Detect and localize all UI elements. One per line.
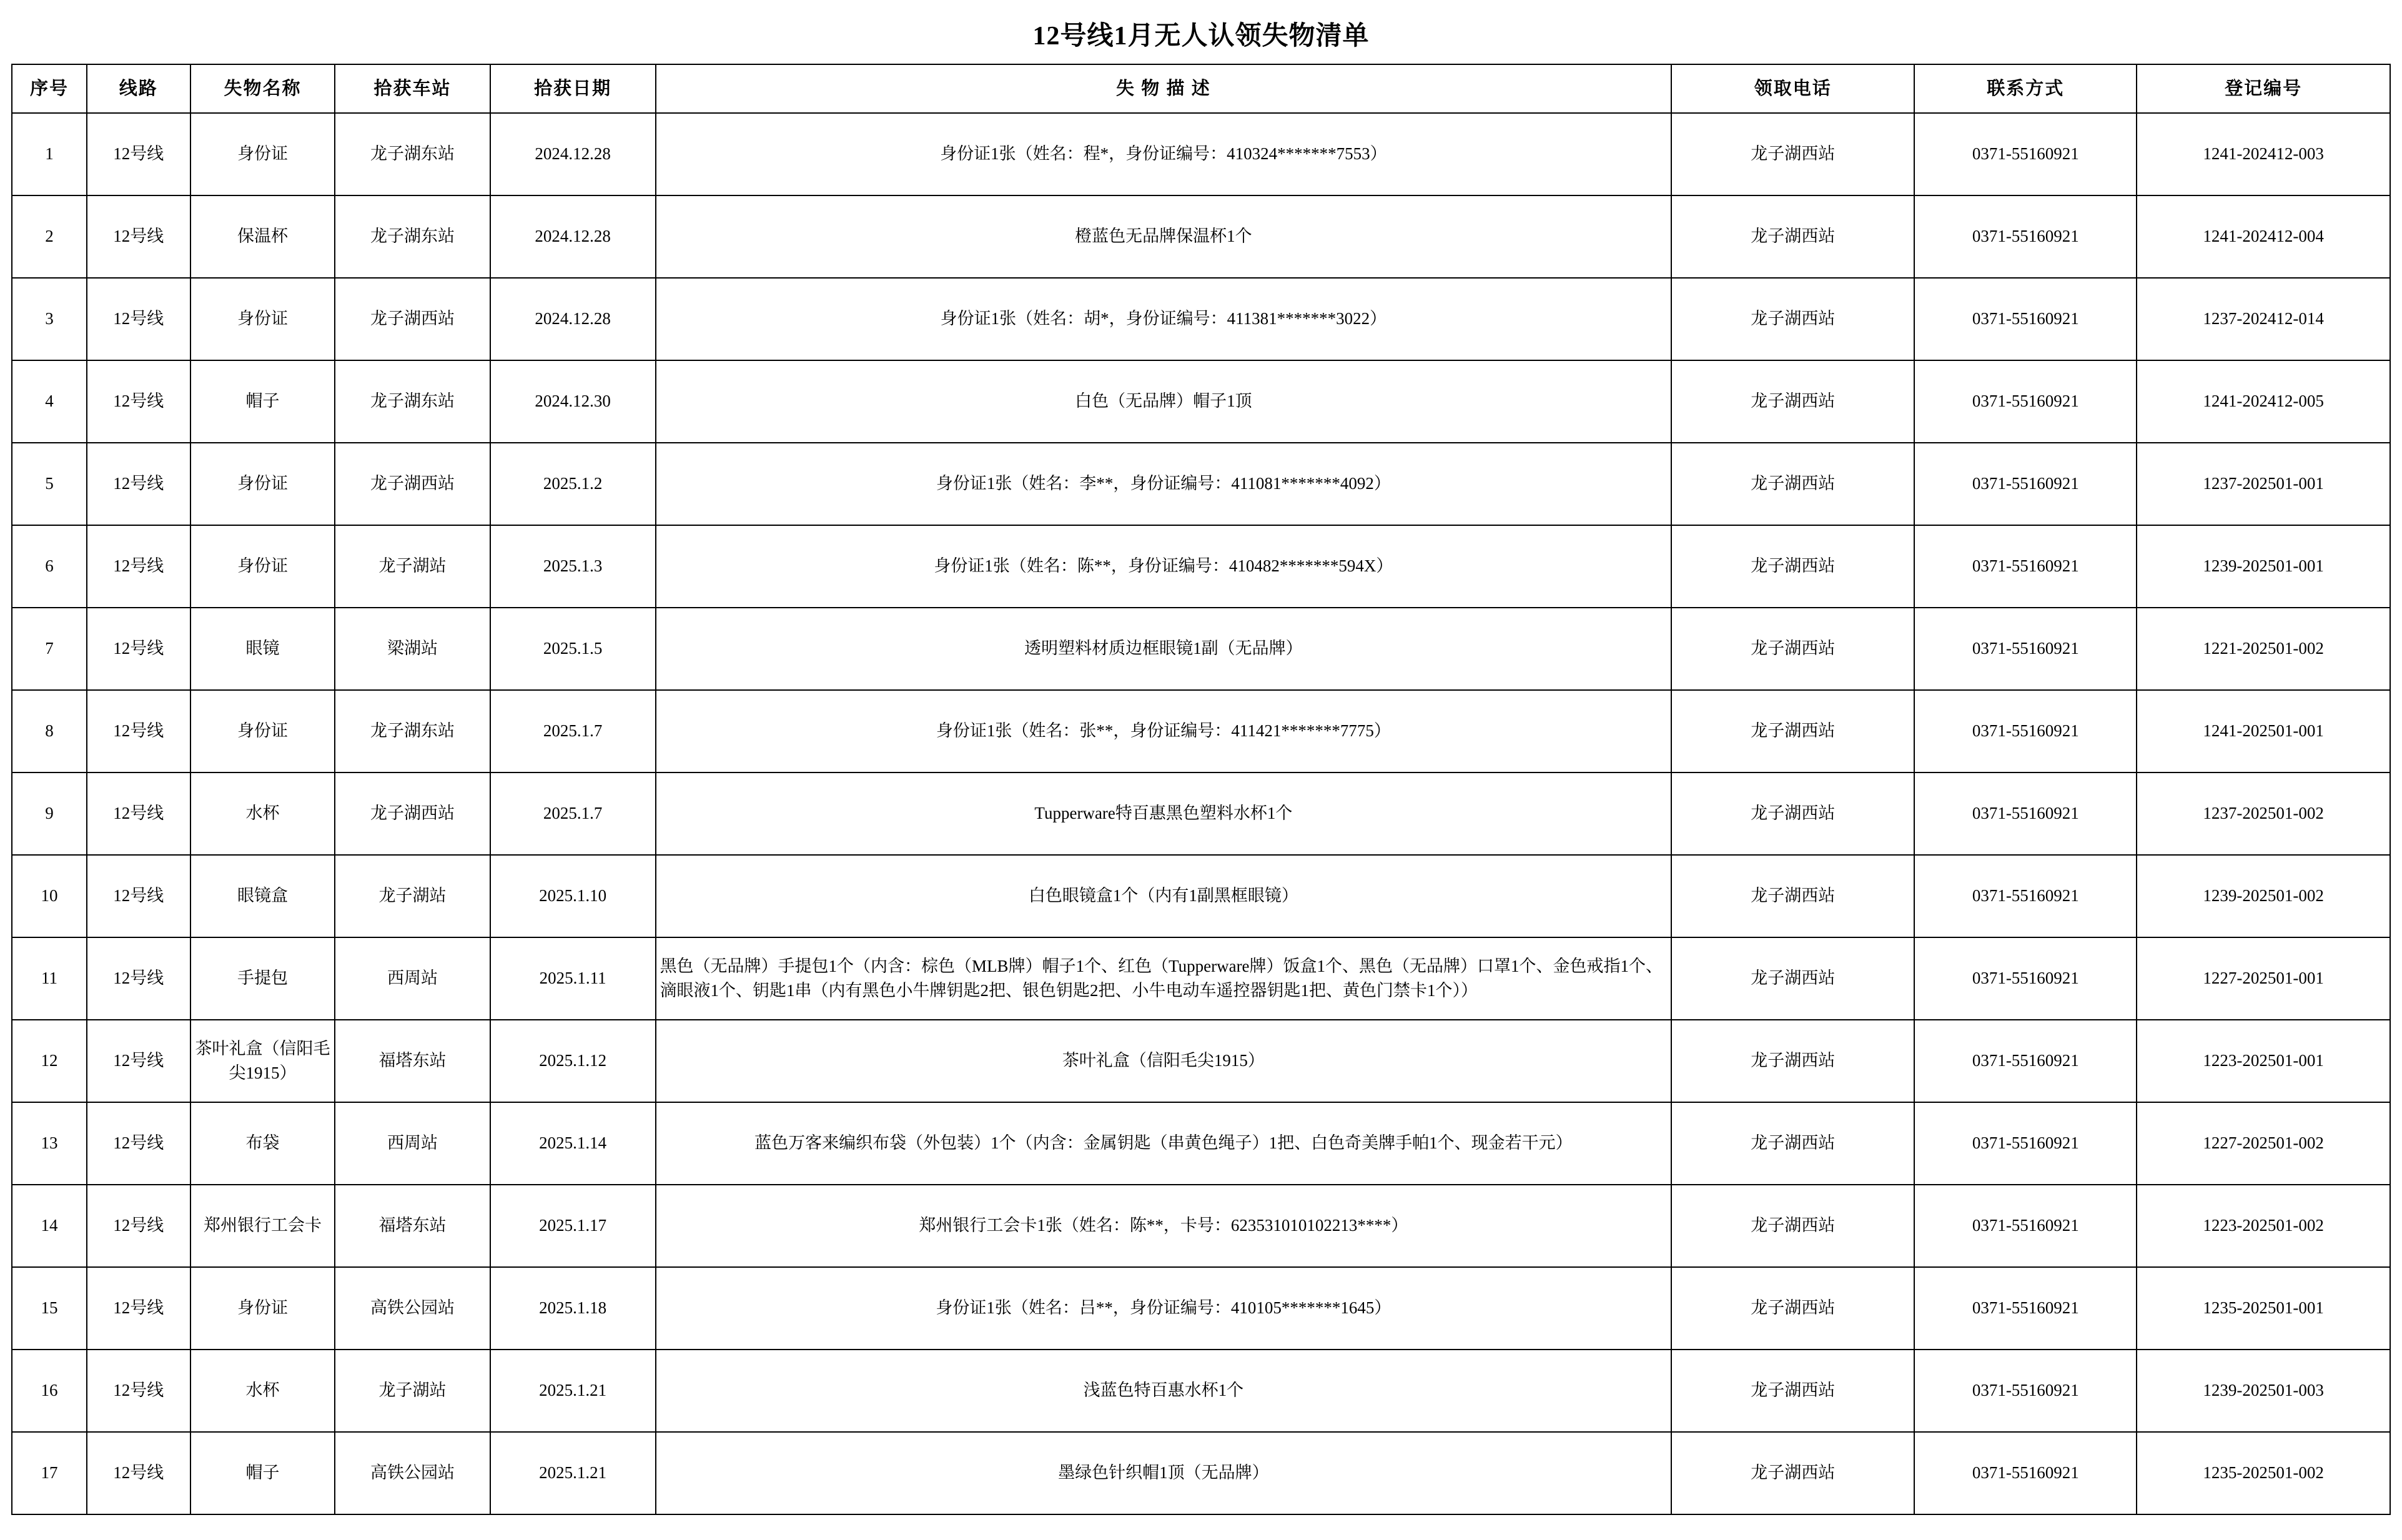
- table-row: [12, 855, 2390, 937]
- cell-seq: 10: [12, 855, 87, 937]
- table-row: [12, 608, 2390, 690]
- cell-description: 身份证1张（姓名：程*，身份证编号：410324*******7553）: [656, 113, 1672, 195]
- cell-found-date: 2024.12.28: [490, 195, 656, 278]
- cell-seq: 3: [12, 278, 87, 360]
- lost-items-table: [11, 64, 2391, 1515]
- cell-contact: 0371-55160921: [1914, 113, 2137, 195]
- cell-contact: 0371-55160921: [1914, 360, 2137, 443]
- column-header-contact: 联系方式: [1914, 64, 2137, 113]
- cell-found-station: 福塔东站: [335, 1020, 490, 1102]
- cell-found-station: 西周站: [335, 937, 490, 1020]
- cell-item-name: 身份证: [190, 278, 335, 360]
- cell-pickup-station: 龙子湖西站: [1671, 772, 1914, 855]
- cell-pickup-station: 龙子湖西站: [1671, 278, 1914, 360]
- column-header-pickup-station: 领取电话: [1671, 64, 1914, 113]
- cell-found-date: 2024.12.28: [490, 278, 656, 360]
- cell-line: 12号线: [87, 1267, 190, 1350]
- table-row: [12, 525, 2390, 608]
- cell-registration-number: 1241-202412-004: [2137, 195, 2390, 278]
- cell-seq: 4: [12, 360, 87, 443]
- cell-contact: 0371-55160921: [1914, 690, 2137, 772]
- cell-found-date: 2025.1.18: [490, 1267, 656, 1350]
- cell-item-name: 手提包: [190, 937, 335, 1020]
- cell-description: 郑州银行工会卡1张（姓名：陈**，卡号：623531010102213****）: [656, 1185, 1672, 1267]
- cell-line: 12号线: [87, 772, 190, 855]
- cell-registration-number: 1235-202501-002: [2137, 1432, 2390, 1514]
- cell-found-date: 2025.1.5: [490, 608, 656, 690]
- cell-registration-number: 1223-202501-002: [2137, 1185, 2390, 1267]
- table-row: [12, 937, 2390, 1020]
- cell-registration-number: 1241-202501-001: [2137, 690, 2390, 772]
- column-header-found-station: 拾获车站: [335, 64, 490, 113]
- column-header-found-date: 拾获日期: [490, 64, 656, 113]
- cell-line: 12号线: [87, 1020, 190, 1102]
- table-row: [12, 278, 2390, 360]
- table-row: [12, 690, 2390, 772]
- cell-found-station: 龙子湖站: [335, 855, 490, 937]
- cell-seq: 13: [12, 1102, 87, 1185]
- cell-description: 蓝色万客来编织布袋（外包装）1个（内含：金属钥匙（串黄色绳子）1把、白色奇美牌手帕1个、现金若干元）: [656, 1102, 1672, 1185]
- cell-pickup-station: 龙子湖西站: [1671, 525, 1914, 608]
- cell-contact: 0371-55160921: [1914, 1020, 2137, 1102]
- cell-item-name: 身份证: [190, 525, 335, 608]
- table-row: [12, 1185, 2390, 1267]
- cell-seq: 7: [12, 608, 87, 690]
- cell-found-station: 龙子湖东站: [335, 690, 490, 772]
- cell-line: 12号线: [87, 195, 190, 278]
- cell-found-date: 2025.1.7: [490, 772, 656, 855]
- cell-line: 12号线: [87, 855, 190, 937]
- cell-item-name: 水杯: [190, 772, 335, 855]
- cell-registration-number: 1239-202501-001: [2137, 525, 2390, 608]
- cell-seq: 16: [12, 1350, 87, 1432]
- cell-line: 12号线: [87, 1185, 190, 1267]
- table-header: [12, 64, 2390, 113]
- cell-item-name: 帽子: [190, 360, 335, 443]
- cell-found-date: 2025.1.2: [490, 443, 656, 525]
- cell-registration-number: 1227-202501-002: [2137, 1102, 2390, 1185]
- table-row: [12, 772, 2390, 855]
- cell-pickup-station: 龙子湖西站: [1671, 608, 1914, 690]
- cell-description: 黑色（无品牌）手提包1个（内含：棕色（MLB牌）帽子1个、红色（Tupperware牌）饭盒1个、黑色（无品牌）口罩1个、金色戒指1个、滴眼液1个、钥匙1串（内有黑色小牛牌钥匙2把、银色钥匙2把、小牛电动车遥控器钥匙1把、黄色门禁卡1个））: [656, 937, 1672, 1020]
- cell-pickup-station: 龙子湖西站: [1671, 690, 1914, 772]
- cell-contact: 0371-55160921: [1914, 1102, 2137, 1185]
- cell-contact: 0371-55160921: [1914, 443, 2137, 525]
- cell-registration-number: 1239-202501-003: [2137, 1350, 2390, 1432]
- cell-registration-number: 1241-202412-003: [2137, 113, 2390, 195]
- cell-registration-number: 1227-202501-001: [2137, 937, 2390, 1020]
- cell-description: 橙蓝色无品牌保温杯1个: [656, 195, 1672, 278]
- column-header-line: 线路: [87, 64, 190, 113]
- cell-found-station: 龙子湖东站: [335, 360, 490, 443]
- cell-found-date: 2025.1.7: [490, 690, 656, 772]
- cell-description: 身份证1张（姓名：吕**，身份证编号：410105*******1645）: [656, 1267, 1672, 1350]
- cell-seq: 2: [12, 195, 87, 278]
- cell-contact: 0371-55160921: [1914, 525, 2137, 608]
- cell-line: 12号线: [87, 113, 190, 195]
- cell-registration-number: 1223-202501-001: [2137, 1020, 2390, 1102]
- cell-found-station: 福塔东站: [335, 1185, 490, 1267]
- cell-pickup-station: 龙子湖西站: [1671, 1102, 1914, 1185]
- cell-registration-number: 1235-202501-001: [2137, 1267, 2390, 1350]
- cell-found-date: 2024.12.28: [490, 113, 656, 195]
- column-header-item-name: 失物名称: [190, 64, 335, 113]
- cell-found-station: 高铁公园站: [335, 1267, 490, 1350]
- cell-pickup-station: 龙子湖西站: [1671, 360, 1914, 443]
- cell-found-station: 龙子湖西站: [335, 772, 490, 855]
- cell-seq: 17: [12, 1432, 87, 1514]
- cell-line: 12号线: [87, 1102, 190, 1185]
- cell-item-name: 身份证: [190, 690, 335, 772]
- cell-found-date: 2025.1.21: [490, 1432, 656, 1514]
- cell-description: 身份证1张（姓名：陈**，身份证编号：410482*******594X）: [656, 525, 1672, 608]
- cell-line: 12号线: [87, 360, 190, 443]
- cell-item-name: 眼镜: [190, 608, 335, 690]
- cell-description: Tupperware特百惠黑色塑料水杯1个: [656, 772, 1672, 855]
- cell-pickup-station: 龙子湖西站: [1671, 113, 1914, 195]
- cell-contact: 0371-55160921: [1914, 937, 2137, 1020]
- cell-description: 墨绿色针织帽1顶（无品牌）: [656, 1432, 1672, 1514]
- cell-found-date: 2024.12.30: [490, 360, 656, 443]
- cell-pickup-station: 龙子湖西站: [1671, 1020, 1914, 1102]
- cell-item-name: 保温杯: [190, 195, 335, 278]
- cell-pickup-station: 龙子湖西站: [1671, 195, 1914, 278]
- cell-line: 12号线: [87, 278, 190, 360]
- cell-contact: 0371-55160921: [1914, 1267, 2137, 1350]
- cell-description: 身份证1张（姓名：张**，身份证编号：411421*******7775）: [656, 690, 1672, 772]
- cell-found-station: 西周站: [335, 1102, 490, 1185]
- cell-description: 浅蓝色特百惠水杯1个: [656, 1350, 1672, 1432]
- cell-description: 茶叶礼盒（信阳毛尖1915）: [656, 1020, 1672, 1102]
- column-header-seq: 序号: [12, 64, 87, 113]
- table-row: [12, 1432, 2390, 1514]
- cell-found-date: 2025.1.21: [490, 1350, 656, 1432]
- cell-item-name: 布袋: [190, 1102, 335, 1185]
- cell-found-station: 龙子湖站: [335, 525, 490, 608]
- cell-pickup-station: 龙子湖西站: [1671, 1267, 1914, 1350]
- cell-item-name: 帽子: [190, 1432, 335, 1514]
- cell-seq: 11: [12, 937, 87, 1020]
- table-row: [12, 1267, 2390, 1350]
- cell-item-name: 眼镜盒: [190, 855, 335, 937]
- cell-found-date: 2025.1.12: [490, 1020, 656, 1102]
- cell-found-date: 2025.1.3: [490, 525, 656, 608]
- cell-found-station: 梁湖站: [335, 608, 490, 690]
- cell-found-date: 2025.1.11: [490, 937, 656, 1020]
- cell-seq: 15: [12, 1267, 87, 1350]
- cell-pickup-station: 龙子湖西站: [1671, 937, 1914, 1020]
- cell-line: 12号线: [87, 525, 190, 608]
- cell-pickup-station: 龙子湖西站: [1671, 1432, 1914, 1514]
- cell-found-date: 2025.1.14: [490, 1102, 656, 1185]
- cell-line: 12号线: [87, 443, 190, 525]
- cell-description: 白色（无品牌）帽子1顶: [656, 360, 1672, 443]
- cell-item-name: 郑州银行工会卡: [190, 1185, 335, 1267]
- cell-contact: 0371-55160921: [1914, 1432, 2137, 1514]
- cell-found-station: 龙子湖站: [335, 1350, 490, 1432]
- cell-seq: 12: [12, 1020, 87, 1102]
- table-row: [12, 1350, 2390, 1432]
- table-row: [12, 443, 2390, 525]
- cell-registration-number: 1241-202412-005: [2137, 360, 2390, 443]
- cell-line: 12号线: [87, 1350, 190, 1432]
- cell-item-name: 水杯: [190, 1350, 335, 1432]
- cell-found-station: 龙子湖西站: [335, 443, 490, 525]
- cell-seq: 8: [12, 690, 87, 772]
- cell-pickup-station: 龙子湖西站: [1671, 1185, 1914, 1267]
- cell-registration-number: 1237-202501-001: [2137, 443, 2390, 525]
- table-row: [12, 1102, 2390, 1185]
- cell-found-date: 2025.1.10: [490, 855, 656, 937]
- cell-description: 身份证1张（姓名：李**，身份证编号：411081*******4092）: [656, 443, 1672, 525]
- cell-line: 12号线: [87, 608, 190, 690]
- cell-seq: 5: [12, 443, 87, 525]
- cell-line: 12号线: [87, 690, 190, 772]
- cell-found-station: 龙子湖西站: [335, 278, 490, 360]
- cell-item-name: 身份证: [190, 1267, 335, 1350]
- cell-registration-number: 1237-202501-002: [2137, 772, 2390, 855]
- table-header-row: [12, 64, 2390, 113]
- cell-found-date: 2025.1.17: [490, 1185, 656, 1267]
- cell-contact: 0371-55160921: [1914, 1185, 2137, 1267]
- table-row: [12, 113, 2390, 195]
- cell-line: 12号线: [87, 937, 190, 1020]
- cell-registration-number: 1237-202412-014: [2137, 278, 2390, 360]
- table-body: [12, 113, 2390, 1514]
- cell-contact: 0371-55160921: [1914, 772, 2137, 855]
- cell-description: 身份证1张（姓名：胡*，身份证编号：411381*******3022）: [656, 278, 1672, 360]
- cell-registration-number: 1239-202501-002: [2137, 855, 2390, 937]
- cell-contact: 0371-55160921: [1914, 278, 2137, 360]
- table-row: [12, 1020, 2390, 1102]
- table-row: [12, 360, 2390, 443]
- cell-seq: 9: [12, 772, 87, 855]
- cell-pickup-station: 龙子湖西站: [1671, 443, 1914, 525]
- cell-line: 12号线: [87, 1432, 190, 1514]
- cell-item-name: 茶叶礼盒（信阳毛尖1915）: [190, 1020, 335, 1102]
- cell-description: 白色眼镜盒1个（内有1副黑框眼镜）: [656, 855, 1672, 937]
- cell-registration-number: 1221-202501-002: [2137, 608, 2390, 690]
- column-header-registration-number: 登记编号: [2137, 64, 2390, 113]
- table-row: [12, 195, 2390, 278]
- cell-contact: 0371-55160921: [1914, 608, 2137, 690]
- cell-description: 透明塑料材质边框眼镜1副（无品牌）: [656, 608, 1672, 690]
- cell-found-station: 龙子湖东站: [335, 113, 490, 195]
- cell-contact: 0371-55160921: [1914, 855, 2137, 937]
- cell-pickup-station: 龙子湖西站: [1671, 855, 1914, 937]
- cell-seq: 6: [12, 525, 87, 608]
- cell-contact: 0371-55160921: [1914, 195, 2137, 278]
- page-title: 12号线1月无人认领失物清单: [1032, 22, 1370, 51]
- column-header-description: 失 物 描 述: [656, 64, 1672, 113]
- cell-item-name: 身份证: [190, 113, 335, 195]
- cell-contact: 0371-55160921: [1914, 1350, 2137, 1432]
- cell-pickup-station: 龙子湖西站: [1671, 1350, 1914, 1432]
- cell-found-station: 龙子湖东站: [335, 195, 490, 278]
- cell-seq: 1: [12, 113, 87, 195]
- cell-seq: 14: [12, 1185, 87, 1267]
- cell-found-station: 高铁公园站: [335, 1432, 490, 1514]
- cell-item-name: 身份证: [190, 443, 335, 525]
